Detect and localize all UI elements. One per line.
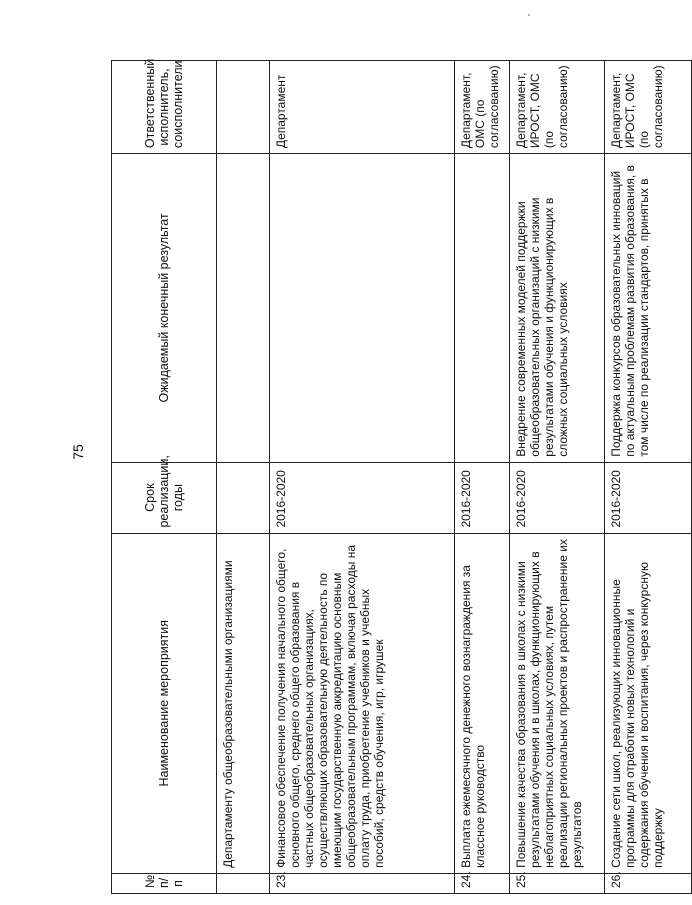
table-row <box>270 61 455 894</box>
cell-result: Внедрение современных моделей поддержки общеобразовательных организаций с низкими результатами обучения и функционирующих в сложных социальных условиях <box>510 154 605 463</box>
header-name: Наименование мероприятия <box>112 533 217 873</box>
table-row <box>455 61 510 894</box>
header-num: № п/п <box>112 873 217 893</box>
cell-period: 2016-2020 <box>605 462 692 533</box>
measures-table <box>111 60 692 894</box>
cell-period: 2016-2020 <box>455 462 510 533</box>
cell-name: Выплата ежемесячного денежного вознаграждения за классное руководство <box>455 533 510 873</box>
scan-dot <box>528 14 530 16</box>
cell-executor <box>217 61 270 154</box>
cell-num: 23. <box>270 873 455 893</box>
cell-name: Повышение качества образования в школах с низкими результатами обучения и в школах, функционирующих в неблагоприятных социальных условиях, путем реализации региональных проектов и распространение их результатов <box>510 533 605 873</box>
cell-num: 25. <box>510 873 605 893</box>
cell-result <box>217 154 270 463</box>
cell-executor: Департамент, ОМС (по согласованию) <box>455 61 510 154</box>
cell-period <box>217 462 270 533</box>
cell-name: Департаменту общеобразовательными организациями <box>217 533 270 873</box>
cell-executor: Департамент, ИРОСТ, ОМС (по согласованию) <box>605 61 692 154</box>
header-period: Срок реализации, годы <box>112 462 217 533</box>
cell-num: 24. <box>455 873 510 893</box>
header-result: Ожидаемый конечный результат <box>112 154 217 463</box>
cell-result <box>455 154 510 463</box>
cell-result: Поддержка конкурсов образовательных инноваций по актуальным проблемам развития образования, в том числе по реализации стандартов, принятых в <box>605 154 692 463</box>
cell-period: 2016-2020 <box>270 462 455 533</box>
table-row <box>605 61 692 894</box>
cell-executor: Департамент <box>270 61 455 154</box>
page-number: 75 <box>70 444 86 460</box>
rotated-table-container <box>111 60 692 894</box>
cell-name: Финансовое обеспечение получения начального общего, основного общего, среднего общего образования в частных общеобразовательных организациях, осуществляющих образовательную деятельность по имеющим государственную аккредитацию основным общеобразовательным программам, включая расходы на оплату труда, приобретение учебников и учебных пособий, средств обучения, игр, игрушек <box>270 533 455 873</box>
cell-num: 26. <box>605 873 692 893</box>
table-header-row <box>112 61 217 894</box>
table-row <box>510 61 605 894</box>
cell-period: 2016-2020 <box>510 462 605 533</box>
cell-name: Создание сети школ, реализующих инновационные программы для отработки новых технологий и содержания обучения и воспитания, через конкурсную поддержку <box>605 533 692 873</box>
table-row <box>217 61 270 894</box>
cell-num <box>217 873 270 893</box>
header-executor: Ответственный исполнитель, соисполнители <box>112 61 217 154</box>
cell-result <box>270 154 455 463</box>
cell-executor: Департамент, ИРОСТ, ОМС (по согласованию) <box>510 61 605 154</box>
